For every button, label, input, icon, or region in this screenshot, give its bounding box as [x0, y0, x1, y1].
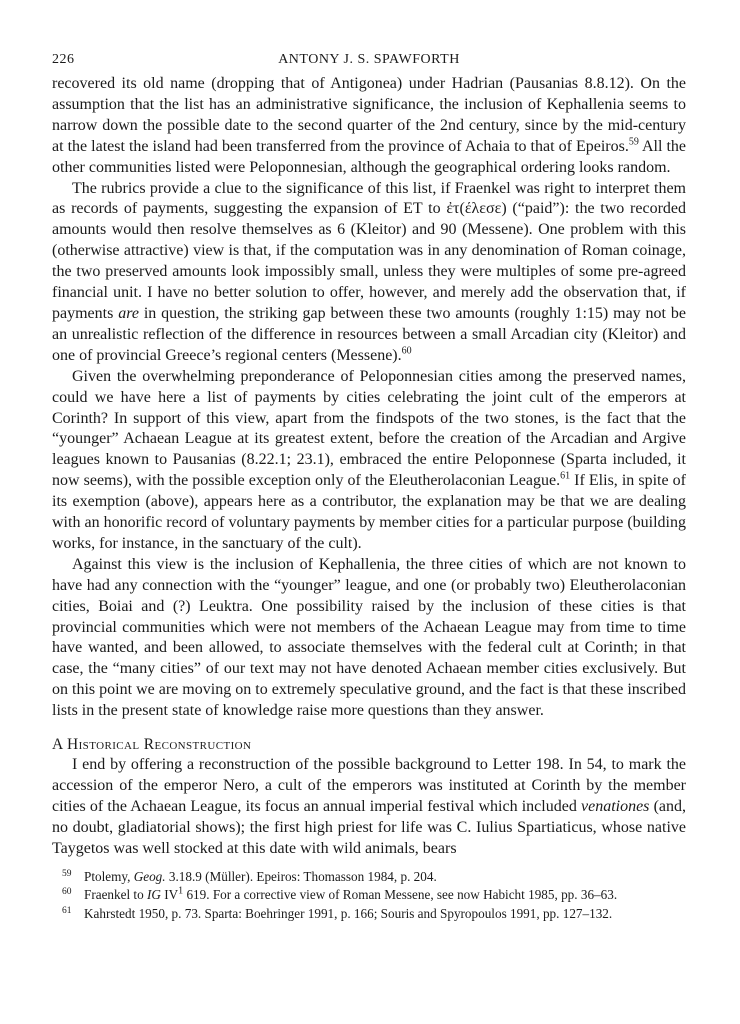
footnote-ref-60: 60 [401, 345, 412, 357]
paragraph-2 [52, 179, 686, 367]
body-text [52, 74, 686, 860]
footnote-text: Kahrstedt 1950, p. 73. Sparta: Boehringer 1991, p. 166; Souris and Spyropoulos 1991, pp. 127–132. [84, 905, 613, 921]
paragraph-4 [52, 555, 686, 722]
page-header [52, 52, 686, 74]
section-heading: A Historical Reconstruction [52, 736, 252, 754]
footnote-text: IV [160, 887, 179, 903]
paragraph-text: in question, the striking gap between these two amounts (roughly 1:15) may not be an unrealistic reflection of the difference in resources between a small Arcadian city (Kleitor) and one of provincial Greece’s regional centers (Messene). [52, 304, 686, 364]
paragraph-5 [52, 755, 686, 860]
emphasis: IG [147, 887, 161, 903]
footnote-number: 60 [62, 887, 72, 898]
page-number: 226 [52, 52, 75, 67]
emphasis: venationes [580, 797, 650, 815]
footnote-60 [52, 886, 686, 905]
page [52, 52, 686, 923]
footnote-ref-59: 59 [628, 136, 639, 148]
footnote-text: 3.18.9 (Müller). Epeiros: Thomasson 1984, p. 204. [165, 868, 437, 884]
running-head: ANTONY J. S. SPAWFORTH [278, 52, 460, 67]
paragraph-text: recovered its old name (dropping that of Antigonea) under Hadrian (Pausanias 8.8.12). On the assumption that the list has an administrative significance, the inclusion of Kephallenia seems to narrow down the possible date to the second quarter of the 2nd century, since by the mid-century at the latest the island had been transferred from the province of Achaia to that of Epeiros. [52, 75, 686, 155]
paragraph-3 [52, 367, 686, 555]
footnote-61 [52, 905, 686, 924]
footnote-text: 619. For a corrective view of Roman Messene, see now Habicht 1985, pp. 36–63. [183, 887, 618, 903]
footnote-text: Ptolemy, [84, 868, 134, 884]
paragraph-text: I end by offering a reconstruction of the possible background to Letter 198. In 54, to mark the accession of the emperor Nero, a cult of the emperors was instituted at Corinth by the member cities of the Achaean League, its focus an annual imperial festival which included [52, 756, 686, 815]
footnote-ref-61: 61 [560, 470, 571, 482]
emphasis: are [118, 304, 139, 322]
paragraph-text: All the other communities listed were Peloponnesian, although the geographical ordering looks random. [52, 137, 687, 176]
footnote-text: Fraenkel to [84, 887, 147, 903]
footnote-number: 59 [62, 868, 72, 879]
footnote-number: 61 [62, 905, 72, 916]
footnote-59 [52, 868, 686, 887]
emphasis: Geog. [133, 868, 166, 884]
paragraph-text: Given the overwhelming preponderance of Peloponnesian cities among the preserved names, could we have here a list of payments by cities celebrating the joint cult of the emperors at Corinth? In support of this view, apart from the findspots of the two stones, is the fact that the “younger” Achaean League at its greatest extent, before the creation of the Arcadian and Argive leagues known to Pausanias (8.22.1; 23.1), embraced the entire Peloponnese (Sparta included, it now seems), with the possible exception only of the Eleutherolaconian League. [52, 367, 686, 490]
superscript: 1 [178, 885, 184, 897]
paragraph-text: (and, no doubt, gladiatorial shows); the first high priest for life was C. Iulius Spartiaticus, whose native Taygetos was well stocked at this date with wild animals, bears [52, 797, 686, 857]
paragraph-text: Against this view is the inclusion of Kephallenia, the three cities of which are not known to have had any connection with the “younger” league, and one (or probably two) Eleutherolaconian cities, Boiai and (?) Leuktra. One possibility raised by the inclusion of these cities is that provincial communities which were not members of the Achaean League may from time to time have wanted, and been allowed, to associate themselves with the federal cult at Corinth; in that case, the “many cities” of our text may not have denoted Achaean member cities exclusively. But on this point we are moving on to extremely speculative ground, and the fact is that these inscribed lists in the present state of knowledge raise more questions than they answer. [52, 555, 686, 720]
paragraph-1 [52, 74, 686, 179]
footnotes [52, 868, 686, 924]
paragraph-text: The rubrics provide a clue to the significance of this list, if Fraenkel was right to interpret them as records of payments, suggesting the expansion of ET to ἐτ(έλεσε) (“paid”): the two recorded amounts would then resolve themselves as 6 (Kleitor) and 90 (Messene). One problem with this (otherwise attractive) view is that, if the computation was in any denomination of Roman coinage, the two preserved amounts look impossibly small, unless they were multiples of some pre-agreed financial unit. I have no better solution to offer, however, and merely add the observation that, if payments [52, 179, 686, 322]
paragraph-text: If Elis, in spite of its exemption (above), appears here as a contributor, the explanation may be that we are dealing with an honorific record of voluntary payments by member cities for a particular purpose (building works, for instance, in the sanctuary of the cult). [52, 472, 686, 552]
